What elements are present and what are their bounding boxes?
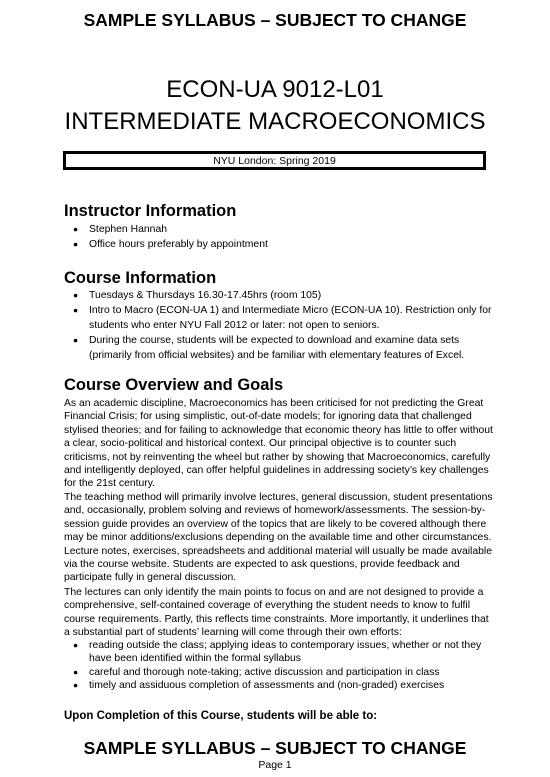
- page-number: Page 1: [258, 759, 292, 771]
- list-item: ● careful and thorough note-taking; active discussion and participation in class: [64, 666, 494, 679]
- course-info-heading: Course Information: [64, 269, 217, 287]
- overview-paragraph-3: The lectures can only identify the main points to focus on and are not designed to provide a comprehensive, self-contained coverage of everything the student needs to know to fulfil course requirements. Partly, this reflects time constraints. More importantly, it underlines that a substantial part of students’ learning will come through their own efforts:: [64, 587, 489, 639]
- list-item: ● Office hours preferably by appointment: [64, 237, 494, 252]
- upon-completion-heading: Upon Completion of this Course, students will be able to:: [64, 710, 378, 722]
- list-item: ● During the course, students will be expected to download and examine data sets (primarily from official websites) and be familiar with elementary features of Excel.: [64, 333, 494, 363]
- list-item: ● Intro to Macro (ECON-UA 1) and Intermediate Micro (ECON-UA 10). Restriction only for students who enter NYU Fall 2012 or later: not open to seniors.: [64, 303, 494, 333]
- term-box: NYU London: Spring 2019: [63, 151, 486, 170]
- instructor-heading: Instructor Information: [64, 202, 237, 220]
- overview-paragraph-1: As an academic discipline, Macroeconomics has been criticised for not predicting the Great Financial Crisis; for using simplistic, out-of-date models; for ignoring data that challenged stylised theories; and for failing to acknowledge that economic theory has little to offer without a clear, socio-political and historical context. Our principal objective is to counter such criticisms, not by reinventing the wheel but rather by showing that Macroeconomics, carefully and intelligently deployed, can offer helpful guidelines in addressing society’s key challenges for the 21st century.: [64, 398, 493, 490]
- header-banner: SAMPLE SYLLABUS – SUBJECT TO CHANGE: [83, 10, 467, 30]
- list-item: ● timely and assiduous completion of assessments and (non-graded) exercises: [64, 679, 494, 692]
- list-item: ● reading outside the class; applying ideas to contemporary issues, whether or not they have been identified within the formal syllabus: [64, 639, 494, 666]
- instructor-list: [64, 222, 494, 252]
- list-item: ● Tuesdays & Thursdays 16.30-17.45hrs (room 105): [64, 288, 494, 303]
- course-name: INTERMEDIATE MACROECONOMICS: [64, 108, 486, 135]
- overview-paragraph-2: The teaching method will primarily involve lectures, general discussion, student presentations and, occasionally, problem solving and reviews of homework/assessments. The session-by-session guide provides an overview of the topics that are likely to be covered although there may be minor additions/exclusions depending on the available time and other circumstances. Lecture notes, exercises, spreadsheets and additional material will usually be made available via the course website. Students are expected to ask questions, provide feedback and participate fully in general discussion.: [64, 492, 493, 584]
- list-item: ● Stephen Hannah: [64, 222, 494, 237]
- course-info-list: [64, 288, 494, 363]
- overview-list: [64, 639, 494, 693]
- overview-heading: Course Overview and Goals: [64, 376, 284, 394]
- footer-banner: SAMPLE SYLLABUS – SUBJECT TO CHANGE: [83, 738, 467, 758]
- course-code: ECON-UA 9012-L01: [166, 76, 384, 103]
